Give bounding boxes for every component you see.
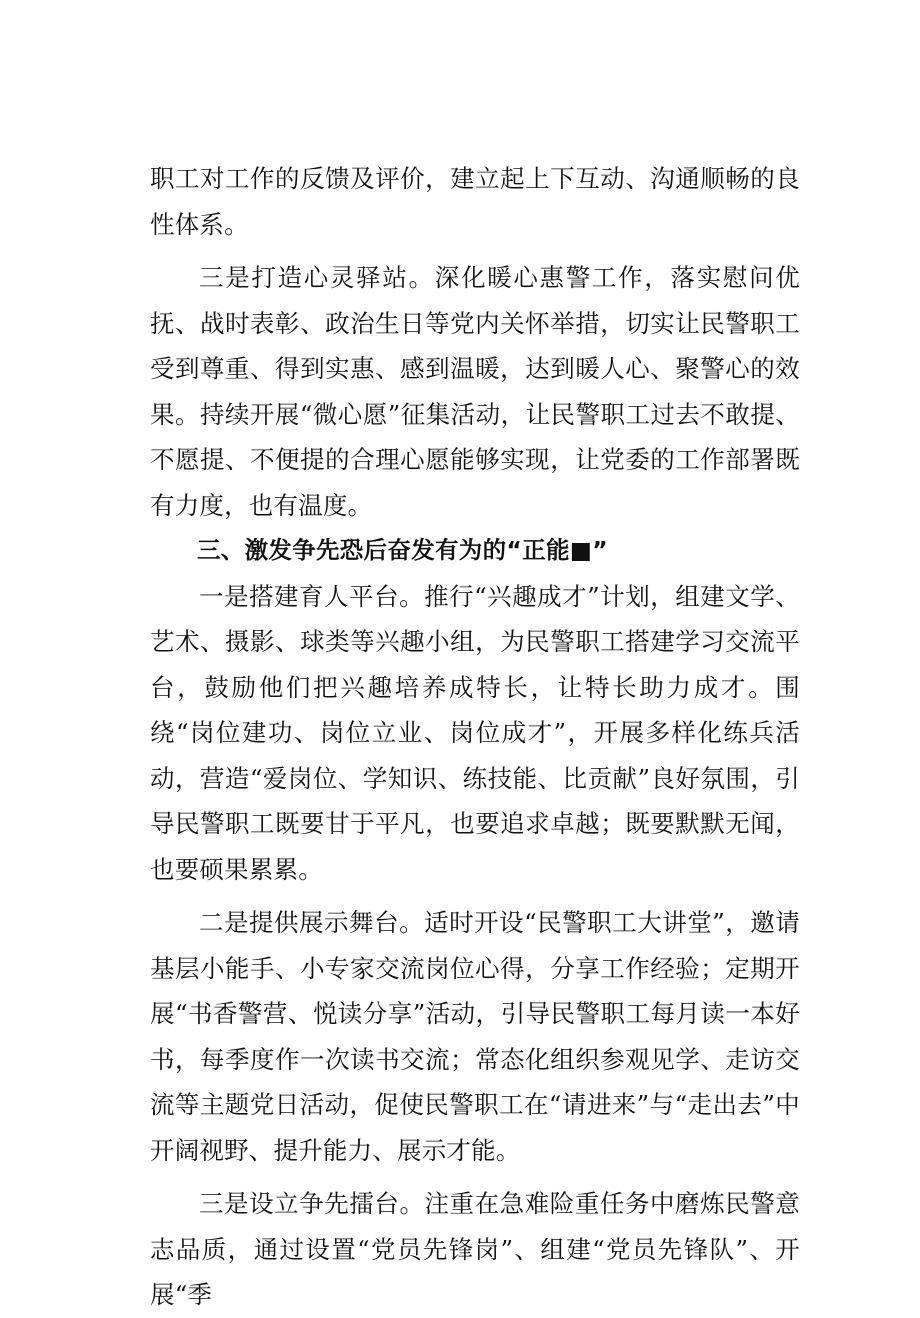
paragraph-education-platform: 一是搭建育人平台。推行“兴趣成才”计划，组建文学、艺术、摄影、球类等兴趣小组，为民警职工搭建学习交流平台，鼓励他们把兴趣培养成特长，让特长助力成才。围绕“岗位建功、岗位立业、岗位成才”，开展多样化练兵活动，营造“爱岗位、学知识、练技能、比贡献”良好氛围，引导民警职工既要甘于平凡，也要追求卓越；既要默默无闻，也要硕果累累。 bbox=[150, 581, 800, 884]
document-body bbox=[150, 156, 800, 1318]
section-heading: 三、激发争先恐后奋发有为的“正能■” bbox=[197, 536, 608, 564]
paragraph-competition-arena: 三是设立争先擂台。注重在急难险重任务中磨炼民警意志品质，通过设置“党员先锋岗”、组建“党员先锋队”、开展“季 bbox=[150, 1189, 800, 1309]
paragraph-gap bbox=[150, 247, 800, 255]
paragraph-gap bbox=[150, 892, 800, 900]
paragraph-heart-station: 三是打造心灵驿站。深化暖心惠警工作，落实慰问优抚、战时表彰、政治生日等党内关怀举措，切实让民警职工受到尊重、得到实惠、感到温暖，达到暖人心、聚警心的效果。持续开展“微心愿”征集活动，让民警职工过去不敢提、不愿提、不便提的合理心愿能够实现，让党委的工作部署既有力度，也有温度。 bbox=[150, 263, 800, 520]
paragraph-showcase-stage: 二是提供展示舞台。适时开设“民警职工大讲堂”，邀请基层小能手、小专家交流岗位心得，分享工作经验；定期开展“书香警营、悦读分享”活动，引导民警职工每月读一本好书，每季度作一次读书交流；常态化组织参观见学、走访交流等主题党日活动，促使民警职工在“请进来”与“走出去”中开阔视野、提升能力、展示才能。 bbox=[150, 908, 800, 1165]
paragraph-continued: 职工对工作的反馈及评价，建立起上下互动、沟通顺畅的良性体系。 bbox=[150, 164, 800, 239]
paragraph-gap bbox=[150, 1173, 800, 1181]
